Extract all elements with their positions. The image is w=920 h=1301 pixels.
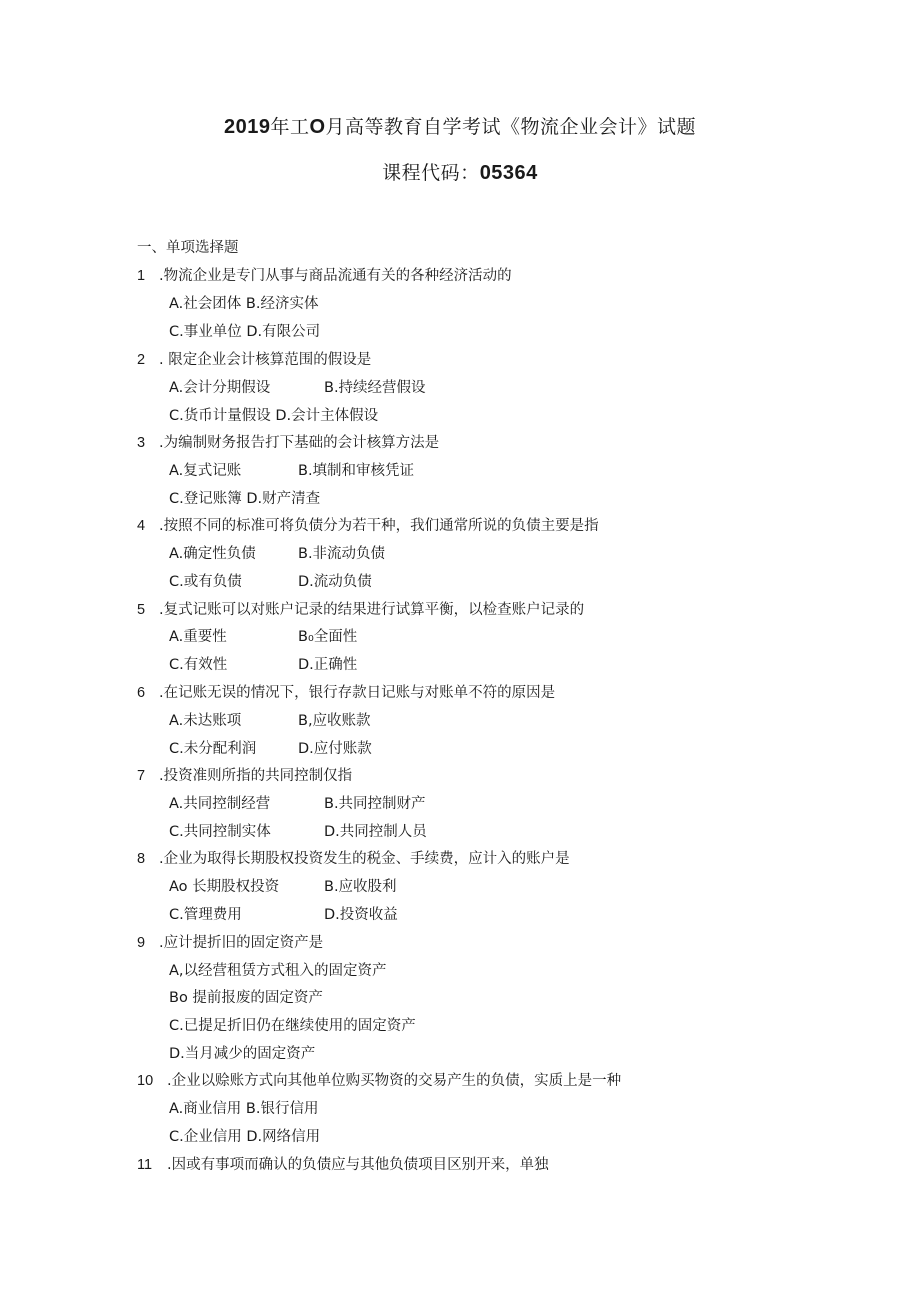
question-number: 11: [137, 1157, 153, 1173]
option: C.管理费用: [169, 907, 242, 923]
course-code-value: 05364: [479, 162, 538, 184]
option: A.未达账项: [169, 713, 242, 729]
question-6: [137, 683, 555, 703]
question-text: .为编制财务报告打下基础的会计核算方法是: [159, 435, 440, 451]
option: Ao 长期股权投资: [169, 879, 280, 895]
option: A,以经营租赁方式租入的固定资产: [169, 963, 387, 979]
option: A.确定性负债: [169, 546, 256, 562]
question-number: 1: [137, 268, 146, 284]
option: B.持续经营假设: [324, 380, 426, 396]
option: A.商业信用 B.银行信用: [169, 1101, 319, 1117]
title-year: 2019: [223, 116, 271, 138]
option: D.正确性: [298, 657, 358, 673]
question-10: [137, 1071, 621, 1091]
option: C.已提足折旧仍在继续使用的固定资产: [169, 1018, 416, 1034]
question-3: [137, 433, 439, 453]
option: D.共同控制人员: [324, 824, 427, 840]
option: B₀全面性: [298, 629, 358, 645]
option: B.填制和审核凭证: [298, 463, 415, 479]
question-number: 10: [137, 1073, 154, 1089]
question-2: [137, 350, 371, 370]
option: C.未分配利润: [169, 741, 257, 757]
section-heading: 一、单项选择题: [137, 240, 239, 256]
option: B.应收股利: [324, 879, 397, 895]
option: D.投资收益: [324, 907, 398, 923]
option: D.应付账款: [298, 741, 372, 757]
question-number: 9: [137, 935, 146, 951]
question-1: [137, 266, 512, 286]
question-text: .在记账无误的情况下，银行存款日记账与对账单不符的原因是: [159, 685, 556, 701]
question-9: [137, 933, 323, 953]
course-code-label: 课程代码：: [382, 162, 480, 184]
option: C.登记账簿 D.财产清查: [169, 491, 321, 507]
exam-title: [0, 112, 920, 139]
option: C.企业信用 D.网络信用: [169, 1129, 321, 1145]
question-number: 6: [137, 685, 146, 701]
question-text: . 限定企业会计核算范围的假设是: [159, 352, 372, 368]
question-5: [137, 600, 584, 620]
option: Bo 提前报废的固定资产: [169, 990, 323, 1006]
question-text: .物流企业是专门从事与商品流通有关的各种经济活动的: [159, 268, 512, 284]
option: D.当月减少的固定资产: [169, 1046, 316, 1062]
question-text: .企业以赊账方式向其他单位购买物资的交易产生的负债，实质上是一种: [167, 1073, 622, 1089]
question-text: .投资准则所指的共同控制仅指: [159, 768, 353, 784]
question-number: 4: [137, 518, 146, 534]
question-text: .因或有事项而确认的负债应与其他负债项目区别开来，单独: [167, 1157, 549, 1173]
option: B.共同控制财产: [324, 796, 426, 812]
question-number: 8: [137, 851, 146, 867]
title-month-glyph: O: [309, 116, 326, 138]
question-7: [137, 766, 352, 786]
option: D.流动负债: [298, 574, 372, 590]
option: B.非流动负债: [298, 546, 386, 562]
question-text: .应计提折旧的固定资产是: [159, 935, 324, 951]
question-number: 3: [137, 435, 146, 451]
option: A.会计分期假设: [169, 380, 271, 396]
question-number: 7: [137, 768, 146, 784]
option: A.社会团体 B.经济实体: [169, 296, 319, 312]
option: A.共同控制经营: [169, 796, 271, 812]
question-text: .按照不同的标准可将负债分为若干种，我们通常所说的负债主要是指: [159, 518, 599, 534]
option: A.复式记账: [169, 463, 242, 479]
course-code: [0, 158, 920, 185]
question-number: 5: [137, 602, 146, 618]
option: C.事业单位 D.有限公司: [169, 324, 321, 340]
question-11: [137, 1155, 549, 1175]
option: B,应收账款: [298, 713, 371, 729]
question-8: [137, 849, 570, 869]
option: C.货币计量假设 D.会计主体假设: [169, 408, 379, 424]
question-number: 2: [137, 352, 146, 368]
question-text: .复式记账可以对账户记录的结果进行试算平衡，以检查账户记录的: [159, 602, 585, 618]
option: C.或有负债: [169, 574, 242, 590]
option: C.有效性: [169, 657, 228, 673]
title-rest: 月高等教育自学考试《物流企业会计》试题: [325, 116, 697, 138]
question-4: [137, 516, 599, 536]
question-text: .企业为取得长期股权投资发生的税金、手续费，应计入的账户是: [159, 851, 570, 867]
option: C.共同控制实体: [169, 824, 271, 840]
option: A.重要性: [169, 629, 227, 645]
title-part: 年工: [270, 116, 310, 138]
